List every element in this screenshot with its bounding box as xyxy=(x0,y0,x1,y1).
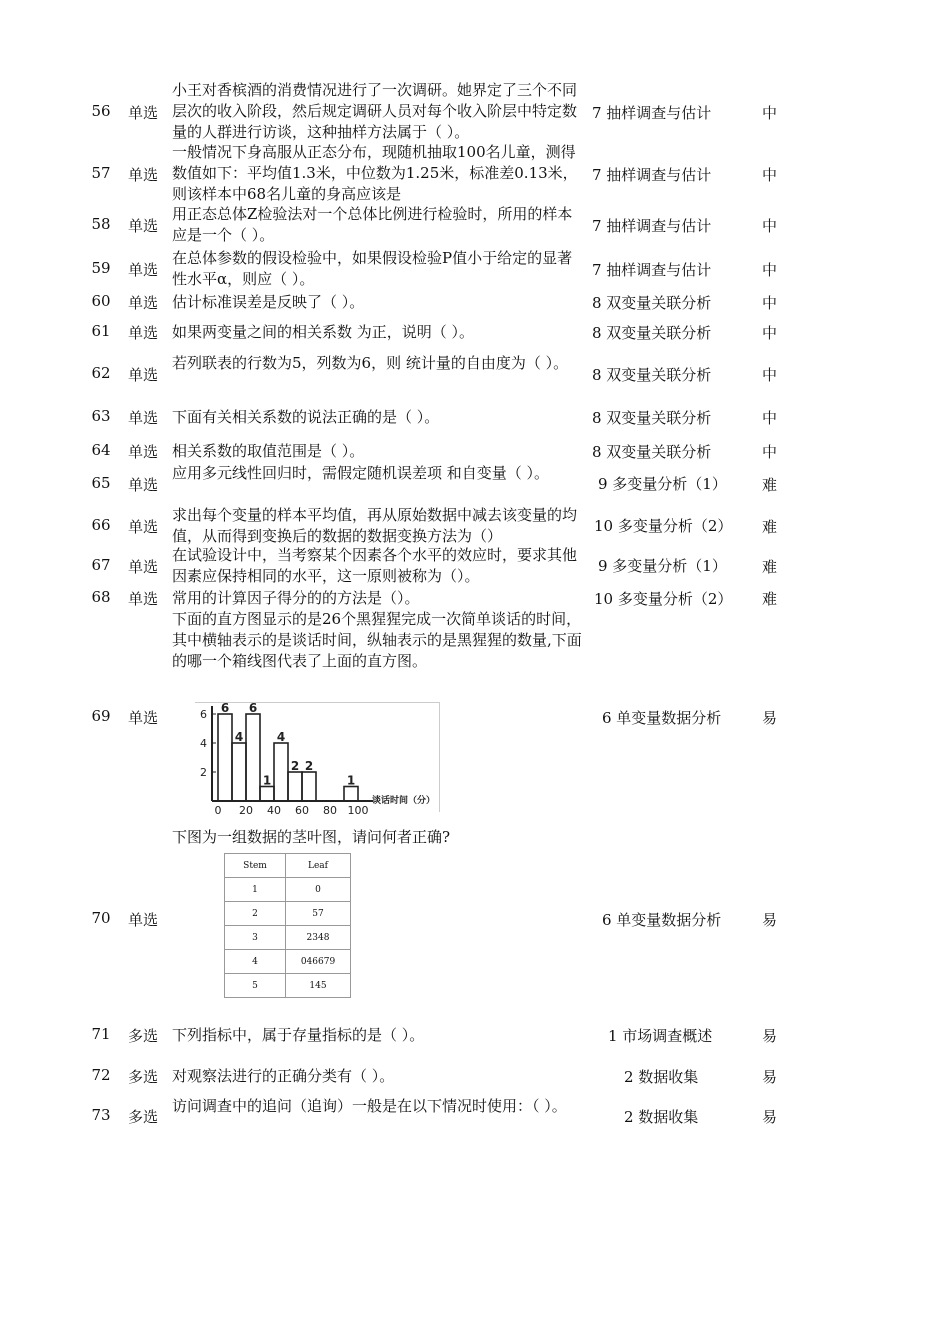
stem-leaf-row xyxy=(225,950,351,974)
question-text: 在试验设计中，当考察某个因素各个水平的效应时，要求其他因素应保持相同的水平，这一原则被称为（）。 xyxy=(172,546,578,585)
stem: 3 xyxy=(225,926,286,950)
histogram-bar xyxy=(344,787,358,802)
question-number: 70 xyxy=(91,909,111,927)
chapter: 7 抽样调查与估计 xyxy=(592,104,712,122)
difficulty: 中 xyxy=(762,443,778,461)
difficulty: 易 xyxy=(762,709,778,727)
leaf: 2348 xyxy=(286,926,351,950)
question-text: 求出每个变量的样本平均值，再从原始数据中减去该变量的均值，从而得到变换后的数据的数据变换方法为（） xyxy=(172,506,578,545)
chapter: 8 双变量关联分析 xyxy=(592,409,712,427)
x-tick-label: 80 xyxy=(323,804,337,817)
question-text: 估计标准误差是反映了（ ）。 xyxy=(172,293,365,311)
question-text: 下面有关相关系数的说法正确的是（ ）。 xyxy=(172,408,440,426)
y-tick-label: 2 xyxy=(200,766,207,779)
question-text: 一般情况下身高服从正态分布，现随机抽取100名儿童，测得数值如下：平均值1.3米，中位数为1.25米，标准差0.13米，则该样本中68名儿童的身高应该是 xyxy=(172,143,578,203)
histogram-bar xyxy=(288,772,302,801)
chapter: 8 双变量关联分析 xyxy=(592,324,712,342)
x-tick-label: 60 xyxy=(295,804,309,817)
question-number: 73 xyxy=(91,1106,111,1124)
question-type: 单选 xyxy=(128,911,159,929)
histogram-bar xyxy=(246,714,260,801)
stem-leaf-header xyxy=(225,854,351,878)
difficulty: 中 xyxy=(762,104,778,122)
question-type: 单选 xyxy=(128,324,159,342)
difficulty: 难 xyxy=(762,518,778,536)
question-number: 69 xyxy=(91,707,111,725)
question-type: 单选 xyxy=(128,518,159,536)
leaf: 0 xyxy=(286,878,351,902)
question-number: 63 xyxy=(91,407,111,425)
question-number: 65 xyxy=(91,474,111,492)
difficulty: 中 xyxy=(762,294,778,312)
question-number: 62 xyxy=(91,364,111,382)
chapter: 1 市场调查概述 xyxy=(608,1027,713,1045)
bar-value-label: 1 xyxy=(346,773,356,788)
x-tick-label: 100 xyxy=(347,804,369,817)
bar-value-label: 2 xyxy=(304,759,314,773)
question-type: 单选 xyxy=(128,409,159,427)
question-number: 64 xyxy=(91,441,111,459)
question-type: 单选 xyxy=(128,476,159,494)
question-type: 单选 xyxy=(128,558,159,576)
histogram-chart xyxy=(195,702,440,820)
difficulty: 难 xyxy=(762,476,778,494)
question-type: 单选 xyxy=(128,217,159,235)
difficulty: 易 xyxy=(762,911,778,929)
histogram-bar xyxy=(232,743,246,801)
stem-leaf-row xyxy=(225,878,351,902)
y-tick-label: 6 xyxy=(200,708,207,721)
stem-leaf-row xyxy=(225,902,351,926)
difficulty: 中 xyxy=(762,409,778,427)
chapter: 8 双变量关联分析 xyxy=(592,366,712,384)
question-type: 单选 xyxy=(128,590,159,608)
chapter: 6 单变量数据分析 xyxy=(602,709,722,727)
question-text: 访问调查中的追问（追询）一般是在以下情况时使用：（ ）。 xyxy=(172,1097,567,1115)
question-type: 单选 xyxy=(128,104,159,122)
bar-value-label: 4 xyxy=(276,730,286,744)
question-text: 常用的计算因子得分的的方法是（）。 xyxy=(172,589,420,607)
x-axis-label: 谈话时间（分） xyxy=(372,796,436,806)
chapter: 7 抽样调查与估计 xyxy=(592,217,712,235)
question-text: 对观察法进行的正确分类有（ ）。 xyxy=(172,1067,395,1085)
stem-leaf-table xyxy=(224,853,351,998)
question-type: 多选 xyxy=(128,1108,159,1126)
bar-value-label: 2 xyxy=(290,759,300,773)
bar-value-label: 4 xyxy=(234,730,244,744)
question-type: 多选 xyxy=(128,1027,159,1045)
question-number: 61 xyxy=(91,322,111,340)
difficulty: 中 xyxy=(762,324,778,342)
question-number: 66 xyxy=(91,516,111,534)
question-type: 单选 xyxy=(128,366,159,384)
question-number: 71 xyxy=(91,1025,111,1043)
question-type: 单选 xyxy=(128,709,159,727)
stem-leaf-row xyxy=(225,926,351,950)
bar-value-label: 6 xyxy=(248,702,258,715)
question-number: 59 xyxy=(91,259,111,277)
difficulty: 难 xyxy=(762,558,778,576)
question-number: 58 xyxy=(91,215,111,233)
question-text: 下面的直方图显示的是26个黑猩猩完成一次简单谈话的时间，其中横轴表示的是谈话时间，纵轴表示的是黑猩猩的数量,下面的哪一个箱线图代表了上面的直方图。 xyxy=(172,610,582,670)
chapter: 8 双变量关联分析 xyxy=(592,294,712,312)
question-number: 60 xyxy=(91,292,111,310)
stem-header: Stem xyxy=(225,854,286,878)
histogram-bar xyxy=(260,787,274,802)
bar-value-label: 6 xyxy=(220,702,230,715)
histogram-bar xyxy=(218,714,232,801)
question-text: 应用多元线性回归时，需假定随机误差项 和自变量（ ）。 xyxy=(172,464,550,482)
question-text: 如果两变量之间的相关系数 为正，说明（ ）。 xyxy=(172,323,475,341)
question-text: 下列指标中，属于存量指标的是（ ）。 xyxy=(172,1026,425,1044)
chapter: 7 抽样调查与估计 xyxy=(592,166,712,184)
chapter: 10 多变量分析（2） xyxy=(594,517,733,535)
x-tick-label: 0 xyxy=(214,804,222,817)
x-tick-label: 20 xyxy=(239,804,253,817)
difficulty: 中 xyxy=(762,261,778,279)
chapter: 2 数据收集 xyxy=(624,1108,699,1126)
stem: 2 xyxy=(225,902,286,926)
question-type: 单选 xyxy=(128,294,159,312)
stem-leaf-row xyxy=(225,974,351,998)
x-tick-label: 40 xyxy=(267,804,281,817)
difficulty: 中 xyxy=(762,366,778,384)
question-type: 单选 xyxy=(128,166,159,184)
chapter: 9 多变量分析（1） xyxy=(598,557,727,575)
question-number: 57 xyxy=(91,164,111,182)
difficulty: 易 xyxy=(762,1108,778,1126)
histogram-bar xyxy=(302,772,316,801)
question-text: 在总体参数的假设检验中，如果假设检验P值小于给定的显著性水平α，则应（ ）。 xyxy=(172,249,573,288)
stem-leaf-plot xyxy=(224,853,351,998)
chapter: 9 多变量分析（1） xyxy=(598,475,727,493)
difficulty: 易 xyxy=(762,1068,778,1086)
difficulty: 易 xyxy=(762,1027,778,1045)
leaf: 046679 xyxy=(286,950,351,974)
chapter: 6 单变量数据分析 xyxy=(602,911,722,929)
chapter: 8 双变量关联分析 xyxy=(592,443,712,461)
question-number: 56 xyxy=(91,102,111,120)
question-text: 若列联表的行数为5，列数为6，则 统计量的自由度为（ ）。 xyxy=(172,354,569,372)
question-type: 单选 xyxy=(128,261,159,279)
question-text: 用正态总体Z检验法对一个总体比例进行检验时，所用的样本应是一个（ ）。 xyxy=(172,205,573,244)
chapter: 2 数据收集 xyxy=(624,1068,699,1086)
difficulty: 中 xyxy=(762,217,778,235)
stem: 5 xyxy=(225,974,286,998)
question-number: 72 xyxy=(91,1066,111,1084)
question-text: 小王对香槟酒的消费情况进行了一次调研。她界定了三个不同层次的收入阶段，然后规定调研人员对每个收入阶层中特定数量的人群进行访谈，这种抽样方法属于（ ）。 xyxy=(172,81,578,141)
difficulty: 难 xyxy=(762,590,778,608)
stem: 4 xyxy=(225,950,286,974)
stem: 1 xyxy=(225,878,286,902)
question-type: 多选 xyxy=(128,1068,159,1086)
question-number: 67 xyxy=(91,556,111,574)
chapter: 7 抽样调查与估计 xyxy=(592,261,712,279)
chapter: 10 多变量分析（2） xyxy=(594,590,733,608)
y-tick-label: 4 xyxy=(200,737,207,750)
question-type: 单选 xyxy=(128,443,159,461)
question-text: 下图为一组数据的茎叶图，请问何者正确? xyxy=(172,828,451,846)
difficulty: 中 xyxy=(762,166,778,184)
leaf: 145 xyxy=(286,974,351,998)
question-number: 68 xyxy=(91,588,111,606)
bar-value-label: 1 xyxy=(262,773,272,788)
leaf: 57 xyxy=(286,902,351,926)
leaf-header: Leaf xyxy=(286,854,351,878)
histogram-bar xyxy=(274,743,288,801)
question-text: 相关系数的取值范围是（ ）。 xyxy=(172,442,365,460)
